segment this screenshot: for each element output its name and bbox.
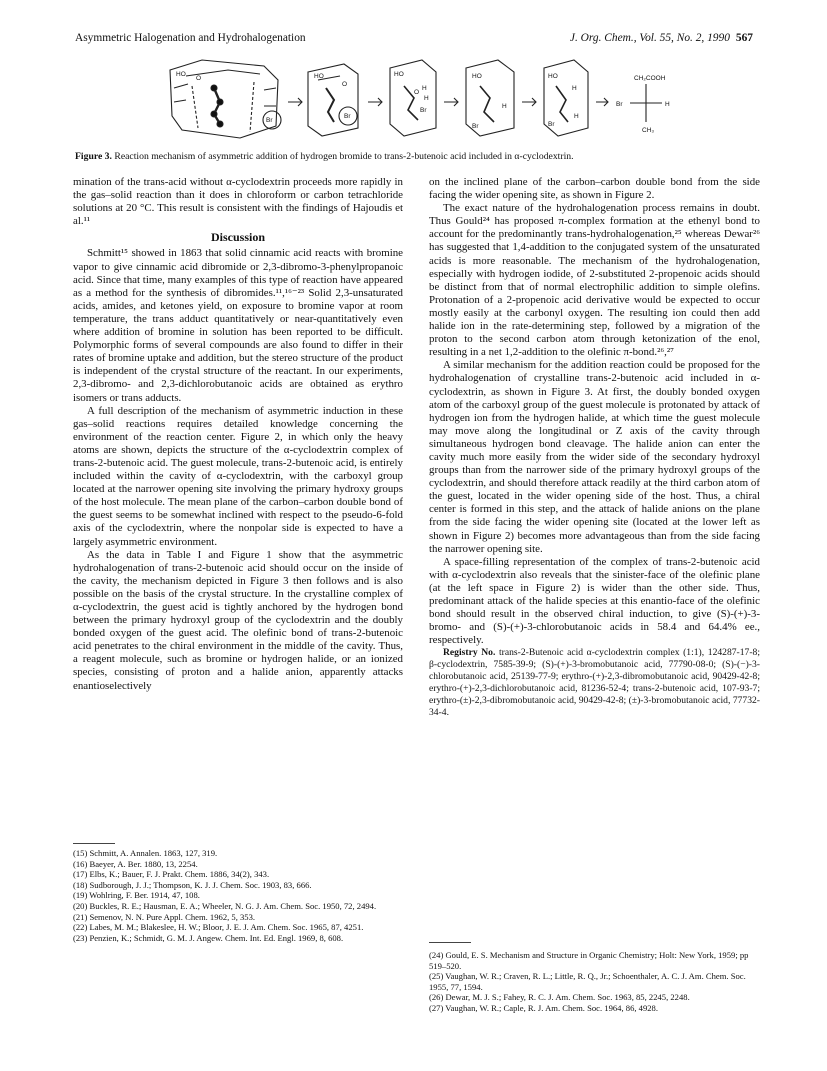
- figure-3-reaction-scheme: [168, 58, 688, 142]
- svg-text:H: H: [502, 103, 507, 110]
- reference-item: (16) Baeyer, A. Ber. 1880, 13, 2254.: [73, 858, 198, 869]
- registry-text: trans-2-Butenoic acid α-cyclodextrin complex (1:1), 124287-17-8; β-cyclodextrin, 7585-39-9; (S)-(+)-3-bromobutanoic acid, 77790-08-0; (S)-(−)-3-chlorobutanoic acid, 25139-77-9; erythro-(+)-2,3-dibromobutanoic acid, 90429-42-8; erythro-(+)-2,3-dichlorobutanoic acid, 81236-52-4; trans-2-butenoic acid, 107-93-7; erythro-(±)-2,3-dibromobutanoic acid, 90429-42-8; (±)-3-bromobutanoic acid, 77732-34-4.: [429, 647, 760, 718]
- reaction-arrow-1: [288, 98, 302, 106]
- figure-caption-text: Reaction mechanism of asymmetric addition of hydrogen bromide to trans-2-butenoic acid included in α-cyclodextrin.: [114, 151, 574, 162]
- svg-text:HO: HO: [548, 73, 558, 80]
- reference-item: (20) Buckles, R. E.; Hausman, E. A.; Wheeler, N. G. J. Am. Chem. Soc. 1950, 72, 2494.: [73, 900, 377, 911]
- paragraph: The exact nature of the hydrohalogenation process remains in doubt. Thus Gould²⁴ has proposed π-complex formation at the ethenyl bond to account for the predominantly trans-hydrohalogenation,²⁵ whereas Dewar²⁶ has suggested that 1,4-addition to the conjugated system of the unsaturated acids is more reasonable. The mechanism of the hydrohalogenation, especially with hydrogen iodide, of 2-substituted 2-propenoic acids should be distinct from that of normal electrophilic addition to simple olefins. Protonation of a 2-propenoic acid derivative would be expected to occur mostly easily at the carbonyl oxygen. The resulting ion could then add halide ion in the rate-determining step, followed by a migration of the proton to the second carbon atom through ketonization of the enol, resulting in a net 1,2-addition to the olefinic π-bond.²⁶,²⁷: [429, 202, 760, 359]
- svg-text:HO: HO: [176, 71, 186, 78]
- svg-text:CH₂COOH: CH₂COOH: [634, 75, 666, 82]
- reaction-arrow-5: [596, 98, 608, 106]
- paragraph: A similar mechanism for the addition reaction could be proposed for the hydrohalogenation of crystalline trans-2-butenoic acid included in α-cyclodextrin, as shown in Figure 3. At first, the doubly bonded oxygen atom of the carboxyl group of the guest molecule is protonated by attack of hydrogen ion from the hydrogen halide, at which time the guest molecule may move along the longitudinal or Z axis of the cavity through simultaneous hydrogen bond cleavage. The halide anion can enter the cavity much more easily from the wider side of the secondary hydroxyl groups than from the narrower side of the primary hydroxyl groups of the cyclodextrin, and should therefore attack readily at the third carbon atom of the guest, located in the wider opening side of the host. Thus, a chiral center is formed in this step, and the attack of halide anions on the plane from the side facing the wider opening site (located at the lower left as shown in Figure 2) becomes more advantageous than from the side facing the narrower opening site.: [429, 359, 760, 555]
- svg-text:H: H: [424, 95, 429, 102]
- fischer-projection-drawing: [630, 84, 662, 122]
- reference-item: (19) Wohlring, F. Ber. 1914, 47, 108.: [73, 890, 200, 901]
- footnote-rule: [73, 843, 115, 844]
- paragraph: A full description of the mechanism of asymmetric induction in these gas–solid reactions requires detailed knowledge concerning the environment of the reaction center. Figure 2, in which only the heavy atoms are shown, depicts the structure of the α-cyclodextrin complex of trans-2-butenoic acid. The guest molecule, trans-2-butenoic acid, is entirely included within the cavity of α-cyclodextrin, with the carboxyl group located at the narrower opening site involving the primary hydroxy groups of the host molecule. The mean plane of the carbon–carbon double bond of the guest seems to be somewhat inclined with respect to the pseudo-6-fold axis of the cyclodextrin, where the nonpolar side is expected to have a largely asymmetric environment.: [73, 404, 403, 548]
- reference-item: (15) Schmitt, A. Annalen. 1863, 127, 319.: [73, 848, 218, 858]
- running-title: Asymmetric Halogenation and Hydrohalogenation: [75, 32, 306, 44]
- figure-caption-label: Figure 3.: [75, 151, 112, 162]
- registry-label: Registry No.: [443, 647, 496, 659]
- reference-item: (26) Dewar, M. J. S.; Fahey, R. C. J. Am. Chem. Soc. 1963, 85, 2245, 2248.: [429, 992, 690, 1003]
- left-column: [73, 176, 403, 693]
- paragraph: A space-filling representation of the complex of trans-2-butenoic acid with α-cyclodextrin also reveals that the sinister-face of the olefinic plane (at the left space in Figure 2) is wider than the other side. Thus, predominant attack of the halide species at this enantio-face of the olefinic bond should result in the observed chiral induction, to give (S)-(+)-3-bromo- and (S)-(+)-3-chlorobutanoic acids in 58.4 and 64.4% ee., respectively.: [429, 555, 760, 647]
- reaction-arrow-4: [522, 98, 536, 106]
- svg-text:Br: Br: [472, 123, 479, 130]
- reaction-arrow-3: [444, 98, 458, 106]
- reference-item: (27) Vaughan, W. R.; Caple, R. J. Am. Chem. Soc. 1964, 86, 4928.: [429, 1002, 659, 1013]
- svg-text:HO: HO: [394, 71, 404, 78]
- page-number: 567: [735, 32, 753, 44]
- paragraph: As the data in Table I and Figure 1 show that the asymmetric hydrohalogenation of trans-2-butenoic acid should occur on the inside of the cavity, the mechanism depicted in Figure 3 then follows and is also possible on the basis of the crystal structure. In the crystalline complex of α-cyclodextrin, the guest acid is tightly anchored by the hydrogen bond between the primary hydroxyl group of the cyclodextrin and the doubly bonded oxygen of the guest acid. The olefinic bond of trans-2-butenoic acid penetrates to the chiral environment in the middle of the cavity. Thus, a reagent molecule, such as bromine or hydrogen halide, or an ionized species, consisting of proton and a halide anion, apparently attacks enantioselectively: [73, 548, 403, 692]
- running-header: [75, 32, 753, 48]
- svg-text:H: H: [422, 85, 427, 92]
- paragraph: Schmitt¹⁵ showed in 1863 that solid cinnamic acid reacts with bromine vapor to give cinnamic acid dibromide or 2,3-dibromo-3-phenylpropanoic acid. Since that time, many examples of this type of reaction have appeared as a method for the synthesis of dibromides.¹¹,¹⁶⁻²³ Solid 2,3-unsaturated acids, amides, and ketones yield, on exposure to bromine vapor at room temperature, the trans adduct quantitatively or near-quantitatively even where addition of bromine in solution has been reported to be difficult. Polymorphic forms of several compounds are also found to differ in their rates of bromine uptake and addition, but the stereo structure of the product is independent of the crystal structure of the reactant. In our experiments, 2,3-dibromo- and 2,3-dichlorobutanoic acids are obtained as erythro isomers or trans adducts.: [73, 247, 403, 404]
- journal-citation: [570, 32, 753, 44]
- reference-item: (21) Semenov, N. N. Pure Appl. Chem. 1962, 5, 353.: [73, 911, 256, 922]
- reference-item: (23) Penzien, K.; Schmidt, G. M. J. Angew. Chem. Int. Ed. Engl. 1969, 8, 608.: [73, 932, 344, 943]
- svg-text:Br: Br: [266, 117, 273, 124]
- svg-text:H: H: [572, 85, 577, 92]
- svg-text:H: H: [665, 101, 670, 108]
- reference-item: (24) Gould, E. S. Mechanism and Structure in Organic Chemistry; Holt: New York, 1959; pp 519–520.: [429, 950, 749, 971]
- svg-text:HO: HO: [472, 73, 482, 80]
- svg-text:Br: Br: [616, 101, 623, 108]
- reaction-arrow-2: [368, 98, 382, 106]
- svg-text:Br: Br: [420, 107, 427, 114]
- reference-item: (25) Vaughan, W. R.; Craven, R. L.; Little, R. Q., Jr.; Schoenthaler, A. C. J. Am. Chem. Soc. 1955, 77, 1594.: [429, 971, 746, 992]
- paragraph: mination of the trans-acid without α-cyclodextrin proceeds more rapidly in the gas–solid reaction than it does in chloroform or carbon tetrachloride solutions at 20 °C. This result is consistent with the findings of Hajoudis et al.¹¹: [73, 176, 403, 228]
- svg-text:O: O: [196, 75, 202, 82]
- footnote-rule: [429, 942, 471, 943]
- svg-text:O: O: [414, 89, 420, 96]
- paragraph: on the inclined plane of the carbon–carbon double bond from the side facing the wider opening site, as shown in Figure 2.: [429, 176, 760, 202]
- svg-text:O: O: [342, 81, 348, 88]
- reference-item: (17) Elbs, K.; Bauer, F. J. Prakt. Chem. 1886, 34(2), 343.: [73, 869, 270, 880]
- section-heading-discussion: Discussion: [210, 230, 266, 245]
- references-left: [73, 848, 403, 943]
- journal-name: J. Org. Chem., Vol. 55, No. 2, 1990: [569, 32, 730, 44]
- registry-numbers: [429, 647, 760, 718]
- references-right: [429, 950, 760, 1014]
- svg-text:Br: Br: [344, 113, 351, 120]
- reference-item: (22) Labes, M. M.; Blakeslee, H. W.; Bloor, J. E. J. Am. Chem. Soc. 1965, 87, 4251.: [73, 922, 364, 933]
- reference-item: (18) Sudborough, J. J.; Thompson, K. J. J. Chem. Soc. 1903, 83, 666.: [73, 879, 312, 890]
- svg-text:H: H: [574, 113, 579, 120]
- cyclodextrin-complex-drawing: [170, 60, 281, 138]
- figure-caption: [75, 151, 765, 162]
- svg-text:HO: HO: [314, 73, 324, 80]
- right-column: [429, 176, 760, 719]
- svg-text:Br: Br: [548, 121, 555, 128]
- svg-text:CH₃: CH₃: [642, 127, 655, 134]
